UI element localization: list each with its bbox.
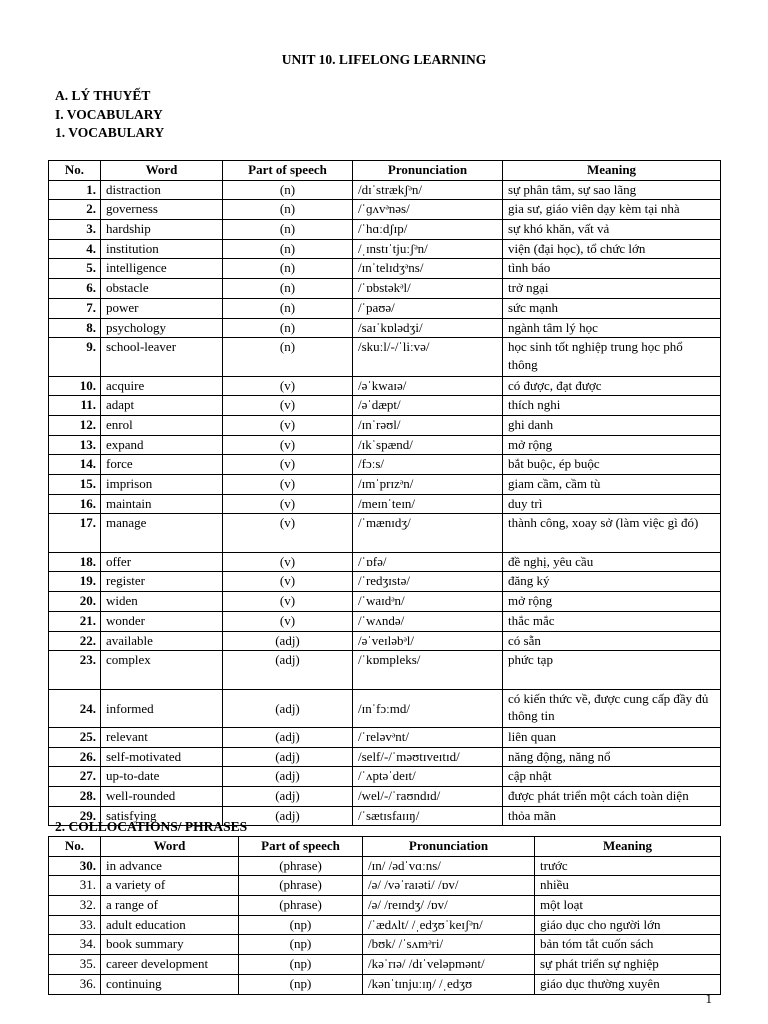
table-row — [49, 552, 721, 572]
cell-meaning: viện (đại học), tổ chức lớn — [503, 239, 721, 259]
cell-no: 23. — [49, 651, 101, 689]
cell-part-of-speech: (adj) — [223, 631, 353, 651]
cell-pronunciation: /ɪkˈspænd/ — [353, 435, 503, 455]
cell-part-of-speech: (v) — [223, 376, 353, 396]
cell-meaning: tình báo — [503, 259, 721, 279]
cell-word: distraction — [101, 180, 223, 200]
cell-part-of-speech: (n) — [223, 259, 353, 279]
cell-no: 32. — [49, 896, 101, 916]
cell-meaning: giáo dục thường xuyên — [535, 974, 721, 994]
cell-part-of-speech: (np) — [239, 915, 363, 935]
cell-part-of-speech: (v) — [223, 415, 353, 435]
cell-no: 22. — [49, 631, 101, 651]
cell-pronunciation: /ˈɡʌvᵊnəs/ — [353, 200, 503, 220]
cell-part-of-speech: (n) — [223, 180, 353, 200]
cell-part-of-speech: (v) — [223, 435, 353, 455]
cell-pronunciation: /ˈɒfə/ — [353, 552, 503, 572]
cell-pronunciation: /ɪnˈrəʊl/ — [353, 415, 503, 435]
cell-part-of-speech: (adj) — [223, 747, 353, 767]
cell-part-of-speech: (np) — [239, 955, 363, 975]
cell-no: 4. — [49, 239, 101, 259]
cell-no: 17. — [49, 514, 101, 552]
cell-no: 10. — [49, 376, 101, 396]
header-part-of-speech: Part of speech — [223, 161, 353, 181]
cell-meaning: có kiến thức về, được cung cấp đầy đủ thông tin — [503, 689, 721, 727]
cell-part-of-speech: (n) — [223, 279, 353, 299]
cell-word: continuing — [101, 974, 239, 994]
cell-meaning: liên quan — [503, 728, 721, 748]
cell-no: 34. — [49, 935, 101, 955]
cell-part-of-speech: (v) — [223, 572, 353, 592]
table-row — [49, 651, 721, 689]
cell-word: maintain — [101, 494, 223, 514]
cell-no: 31. — [49, 876, 101, 896]
cell-no: 28. — [49, 787, 101, 807]
cell-no: 24. — [49, 689, 101, 727]
cell-pronunciation: /ˈredʒɪstə/ — [353, 572, 503, 592]
table-row — [49, 856, 721, 876]
cell-meaning: đăng ký — [503, 572, 721, 592]
cell-no: 30. — [49, 856, 101, 876]
cell-no: 21. — [49, 611, 101, 631]
cell-word: offer — [101, 552, 223, 572]
cell-part-of-speech: (adj) — [223, 767, 353, 787]
cell-word: enrol — [101, 415, 223, 435]
cell-no: 6. — [49, 279, 101, 299]
cell-word: power — [101, 298, 223, 318]
cell-meaning: bắt buộc, ép buộc — [503, 455, 721, 475]
cell-part-of-speech: (adj) — [223, 806, 353, 826]
cell-part-of-speech: (n) — [223, 318, 353, 338]
cell-word: informed — [101, 689, 223, 727]
table-row — [49, 318, 721, 338]
cell-pronunciation: /dɪˈstrækʃᵊn/ — [353, 180, 503, 200]
cell-word: a range of — [101, 896, 239, 916]
table-row — [49, 728, 721, 748]
cell-meaning: giáo dục cho người lớn — [535, 915, 721, 935]
cell-no: 25. — [49, 728, 101, 748]
cell-pronunciation: /ˈhɑːdʃɪp/ — [353, 220, 503, 240]
cell-word: book summary — [101, 935, 239, 955]
header-word: Word — [101, 161, 223, 181]
table-row — [49, 180, 721, 200]
cell-meaning: ngành tâm lý học — [503, 318, 721, 338]
cell-pronunciation: /əˈdæpt/ — [353, 396, 503, 416]
cell-word: self-motivated — [101, 747, 223, 767]
table-row — [49, 592, 721, 612]
table-row — [49, 338, 721, 376]
cell-pronunciation: /ˈwʌndə/ — [353, 611, 503, 631]
cell-word: acquire — [101, 376, 223, 396]
cell-word: well-rounded — [101, 787, 223, 807]
cell-no: 9. — [49, 338, 101, 376]
header-no: No. — [49, 837, 101, 857]
cell-pronunciation: /skuːl/-/ˈliːvə/ — [353, 338, 503, 376]
cell-pronunciation: /əˈveɪləbᵊl/ — [353, 631, 503, 651]
cell-part-of-speech: (v) — [223, 396, 353, 416]
cell-no: 33. — [49, 915, 101, 935]
cell-word: governess — [101, 200, 223, 220]
cell-pronunciation: /meɪnˈteɪn/ — [353, 494, 503, 514]
cell-part-of-speech: (np) — [239, 974, 363, 994]
cell-no: 14. — [49, 455, 101, 475]
cell-meaning: bản tóm tắt cuốn sách — [535, 935, 721, 955]
cell-no: 2. — [49, 200, 101, 220]
table-row — [49, 239, 721, 259]
cell-part-of-speech: (v) — [223, 514, 353, 552]
cell-word: available — [101, 631, 223, 651]
cell-pronunciation: /ɪmˈprɪzᵊn/ — [353, 475, 503, 495]
cell-meaning: gia sư, giáo viên dạy kèm tại nhà — [503, 200, 721, 220]
table-row — [49, 955, 721, 975]
section-heading-theory: A. LÝ THUYẾT — [55, 88, 151, 103]
cell-no: 20. — [49, 592, 101, 612]
vocabulary-table — [48, 160, 721, 826]
cell-pronunciation: /ɪnˈfɔːmd/ — [353, 689, 503, 727]
cell-no: 13. — [49, 435, 101, 455]
cell-meaning: học sinh tốt nghiệp trung học phổ thông — [503, 338, 721, 376]
cell-word: widen — [101, 592, 223, 612]
cell-meaning: sức mạnh — [503, 298, 721, 318]
cell-part-of-speech: (phrase) — [239, 876, 363, 896]
table-row — [49, 200, 721, 220]
cell-word: wonder — [101, 611, 223, 631]
cell-meaning: được phát triển một cách toàn diện — [503, 787, 721, 807]
cell-pronunciation: /ˈsætɪsfaɪɪŋ/ — [353, 806, 503, 826]
cell-part-of-speech: (np) — [239, 935, 363, 955]
cell-meaning: trở ngại — [503, 279, 721, 299]
header-no: No. — [49, 161, 101, 181]
cell-word: obstacle — [101, 279, 223, 299]
cell-no: 19. — [49, 572, 101, 592]
table-row — [49, 455, 721, 475]
cell-meaning: thích nghi — [503, 396, 721, 416]
cell-word: in advance — [101, 856, 239, 876]
cell-no: 1. — [49, 180, 101, 200]
header-meaning: Meaning — [535, 837, 721, 857]
cell-meaning: ghi danh — [503, 415, 721, 435]
cell-word: a variety of — [101, 876, 239, 896]
cell-pronunciation: /ˈkɒmpleks/ — [353, 651, 503, 689]
cell-pronunciation: /ˈɒbstəkᵊl/ — [353, 279, 503, 299]
table-row — [49, 896, 721, 916]
table-row — [49, 279, 721, 299]
cell-no: 16. — [49, 494, 101, 514]
cell-meaning: cập nhật — [503, 767, 721, 787]
cell-no: 3. — [49, 220, 101, 240]
cell-meaning: mở rộng — [503, 592, 721, 612]
table-row — [49, 876, 721, 896]
cell-no: 11. — [49, 396, 101, 416]
table-row — [49, 376, 721, 396]
cell-word: institution — [101, 239, 223, 259]
cell-word: intelligence — [101, 259, 223, 279]
cell-word: imprison — [101, 475, 223, 495]
table-row — [49, 259, 721, 279]
cell-no: 12. — [49, 415, 101, 435]
cell-part-of-speech: (phrase) — [239, 856, 363, 876]
table-row — [49, 572, 721, 592]
cell-word: career development — [101, 955, 239, 975]
cell-part-of-speech: (n) — [223, 298, 353, 318]
cell-word: relevant — [101, 728, 223, 748]
table-row — [49, 611, 721, 631]
table-row — [49, 415, 721, 435]
header-pronunciation: Pronunciation — [363, 837, 535, 857]
cell-word: up-to-date — [101, 767, 223, 787]
cell-word: expand — [101, 435, 223, 455]
table-row — [49, 915, 721, 935]
cell-pronunciation: /kənˈtɪnjuːɪŋ/ /ˌedʒʊ — [363, 974, 535, 994]
cell-pronunciation: /self/-/ˈməʊtɪveɪtɪd/ — [353, 747, 503, 767]
section-heading-vocabulary: 1. VOCABULARY — [55, 125, 165, 140]
table-header-row — [49, 161, 721, 181]
header-part-of-speech: Part of speech — [239, 837, 363, 857]
cell-word: adult education — [101, 915, 239, 935]
header-pronunciation: Pronunciation — [353, 161, 503, 181]
page-number: 1 — [705, 991, 712, 1006]
table-row — [49, 747, 721, 767]
cell-no: 15. — [49, 475, 101, 495]
cell-word: complex — [101, 651, 223, 689]
cell-word: satisfying — [101, 806, 223, 826]
cell-no: 5. — [49, 259, 101, 279]
cell-part-of-speech: (adj) — [223, 787, 353, 807]
cell-pronunciation: /ˈædʌlt/ /ˌedʒʊˈkeɪʃᵊn/ — [363, 915, 535, 935]
cell-pronunciation: /kəˈrɪə/ /dɪˈveləpmənt/ — [363, 955, 535, 975]
cell-pronunciation: /ˈreləvᵊnt/ — [353, 728, 503, 748]
table-row — [49, 767, 721, 787]
cell-no: 35. — [49, 955, 101, 975]
table-header-row — [49, 837, 721, 857]
cell-meaning: thành công, xoay sở (làm việc gì đó) — [503, 514, 721, 552]
cell-pronunciation: /əˈkwaɪə/ — [353, 376, 503, 396]
cell-meaning: duy trì — [503, 494, 721, 514]
cell-meaning: nhiều — [535, 876, 721, 896]
cell-no: 26. — [49, 747, 101, 767]
cell-part-of-speech: (n) — [223, 338, 353, 376]
cell-meaning: phức tạp — [503, 651, 721, 689]
table-row — [49, 494, 721, 514]
cell-meaning: sự phát triển sự nghiệp — [535, 955, 721, 975]
cell-pronunciation: /ɪn/ /ədˈvɑːns/ — [363, 856, 535, 876]
cell-part-of-speech: (n) — [223, 200, 353, 220]
header-word: Word — [101, 837, 239, 857]
table-row — [49, 475, 721, 495]
cell-pronunciation: /ˌɪnstɪˈtjuːʃᵊn/ — [353, 239, 503, 259]
section-heading-vocabulary-roman: I. VOCABULARY — [55, 107, 163, 122]
cell-pronunciation: /ˈwaɪdᵊn/ — [353, 592, 503, 612]
cell-part-of-speech: (adj) — [223, 728, 353, 748]
table-row — [49, 935, 721, 955]
cell-part-of-speech: (v) — [223, 475, 353, 495]
cell-meaning: giam cầm, cầm tù — [503, 475, 721, 495]
section-heading-collocations: 2. COLLOCATIONS/ PHRASES — [55, 819, 248, 834]
cell-meaning: thỏa mãn — [503, 806, 721, 826]
table-row — [49, 396, 721, 416]
cell-word: school-leaver — [101, 338, 223, 376]
cell-meaning: một loạt — [535, 896, 721, 916]
cell-pronunciation: /bʊk/ /ˈsʌmᵊri/ — [363, 935, 535, 955]
cell-part-of-speech: (phrase) — [239, 896, 363, 916]
cell-meaning: sự phân tâm, sự sao lãng — [503, 180, 721, 200]
cell-word: psychology — [101, 318, 223, 338]
cell-meaning: thắc mắc — [503, 611, 721, 631]
header-meaning: Meaning — [503, 161, 721, 181]
cell-no: 29. — [49, 806, 101, 826]
cell-no: 8. — [49, 318, 101, 338]
table-row — [49, 787, 721, 807]
table-row — [49, 435, 721, 455]
cell-pronunciation: /ˈmænɪdʒ/ — [353, 514, 503, 552]
cell-part-of-speech: (v) — [223, 611, 353, 631]
cell-part-of-speech: (adj) — [223, 689, 353, 727]
cell-pronunciation: /ɪnˈtelɪdʒᵊns/ — [353, 259, 503, 279]
table-row — [49, 220, 721, 240]
cell-no: 27. — [49, 767, 101, 787]
cell-word: hardship — [101, 220, 223, 240]
table-row — [49, 689, 721, 727]
cell-word: adapt — [101, 396, 223, 416]
collocations-table — [48, 836, 721, 995]
cell-meaning: có sẵn — [503, 631, 721, 651]
cell-part-of-speech: (v) — [223, 592, 353, 612]
cell-part-of-speech: (n) — [223, 239, 353, 259]
cell-part-of-speech: (v) — [223, 455, 353, 475]
cell-part-of-speech: (v) — [223, 552, 353, 572]
cell-part-of-speech: (v) — [223, 494, 353, 514]
table-row — [49, 514, 721, 552]
table-row — [49, 631, 721, 651]
cell-pronunciation: /fɔːs/ — [353, 455, 503, 475]
cell-pronunciation: /ˈʌptəˈdeɪt/ — [353, 767, 503, 787]
cell-meaning: đề nghị, yêu cầu — [503, 552, 721, 572]
cell-no: 7. — [49, 298, 101, 318]
cell-no: 18. — [49, 552, 101, 572]
table-row — [49, 298, 721, 318]
cell-pronunciation: /ˈpaʊə/ — [353, 298, 503, 318]
cell-meaning: năng động, năng nổ — [503, 747, 721, 767]
cell-meaning: sự khó khăn, vất vả — [503, 220, 721, 240]
cell-pronunciation: /saɪˈkɒlədʒi/ — [353, 318, 503, 338]
cell-meaning: trước — [535, 856, 721, 876]
cell-word: register — [101, 572, 223, 592]
cell-pronunciation: /ə/ /vəˈraɪəti/ /ɒv/ — [363, 876, 535, 896]
cell-no: 36. — [49, 974, 101, 994]
cell-word: force — [101, 455, 223, 475]
cell-pronunciation: /wel/-/ˈraʊndɪd/ — [353, 787, 503, 807]
cell-meaning: có được, đạt được — [503, 376, 721, 396]
cell-pronunciation: /ə/ /reɪndʒ/ /ɒv/ — [363, 896, 535, 916]
cell-part-of-speech: (n) — [223, 220, 353, 240]
table-row — [49, 974, 721, 994]
cell-word: manage — [101, 514, 223, 552]
page-title: UNIT 10. LIFELONG LEARNING — [281, 52, 487, 67]
cell-meaning: mở rộng — [503, 435, 721, 455]
cell-part-of-speech: (adj) — [223, 651, 353, 689]
